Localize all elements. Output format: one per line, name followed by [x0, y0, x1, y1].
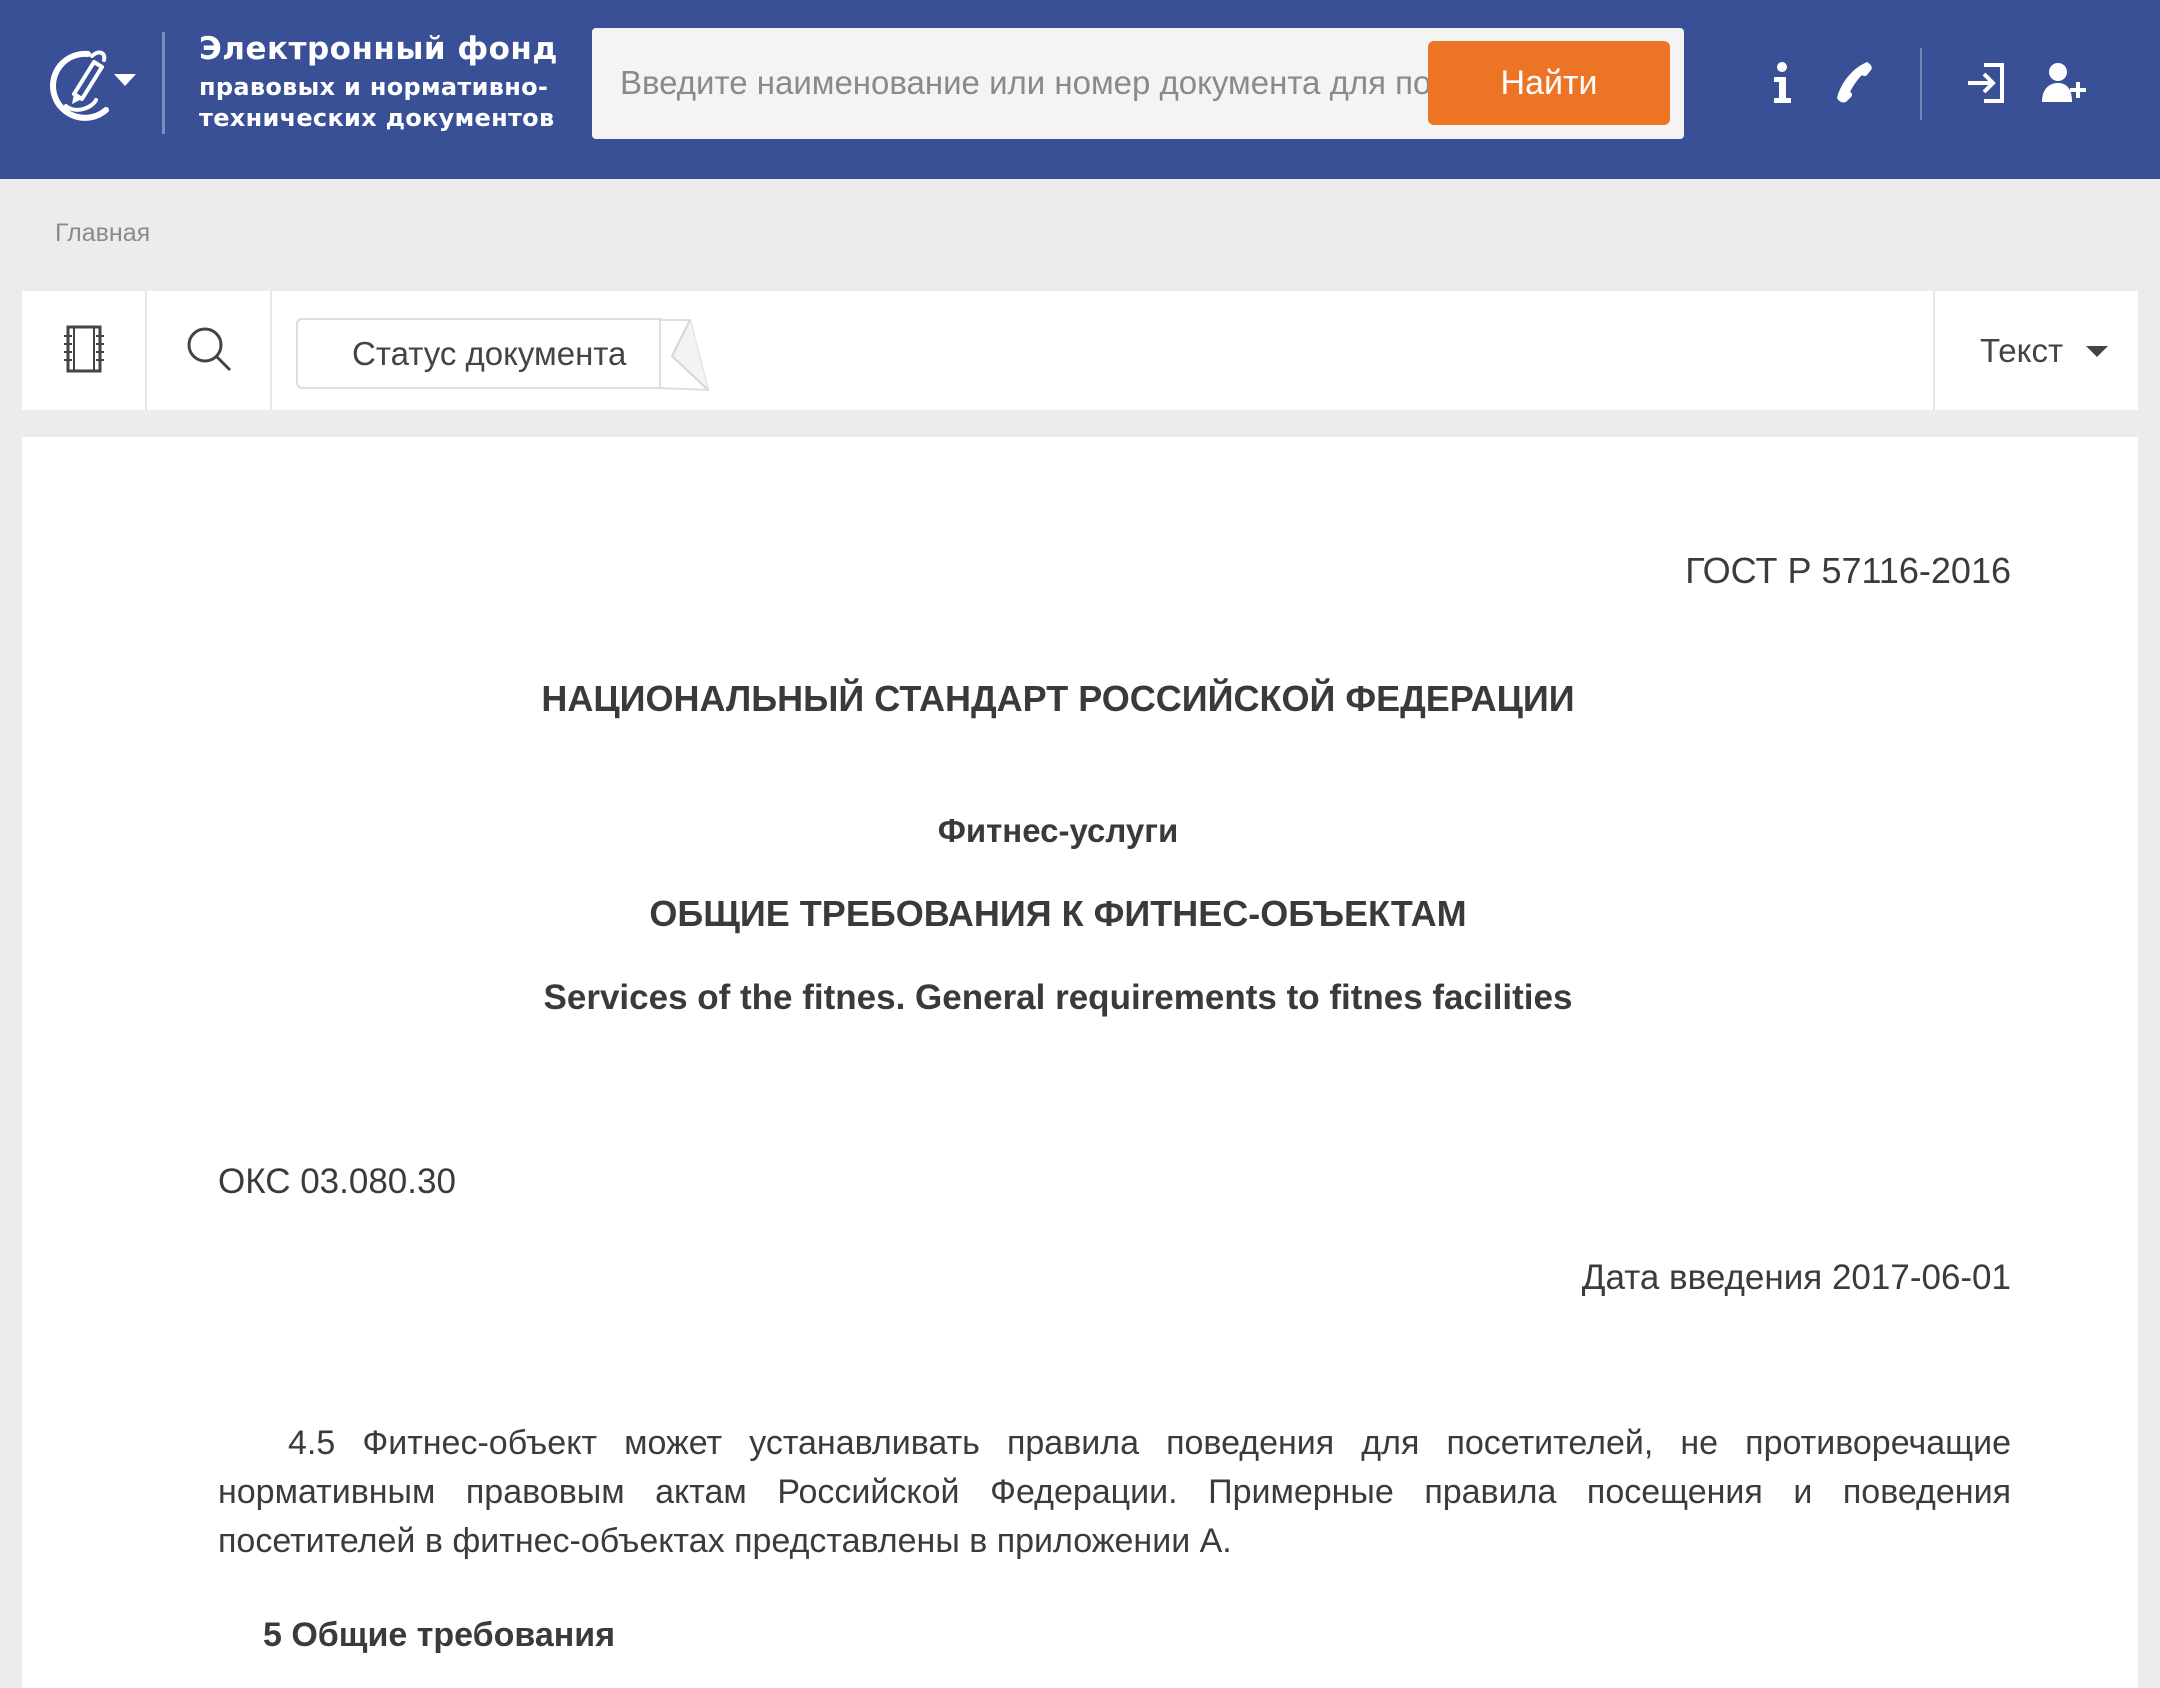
- contents-book-icon: [61, 324, 107, 374]
- site-brand[interactable]: [199, 26, 558, 134]
- chevron-down-icon: [2086, 346, 2108, 357]
- header-separator: [1920, 48, 1922, 120]
- oks-code: ОКС 03.080.30: [218, 1162, 456, 1201]
- status-document-label: Статус документа: [352, 335, 627, 372]
- brand-line-3: технических документов: [199, 104, 555, 132]
- phone-button[interactable]: [1831, 58, 1881, 108]
- brand-line-1: Электронный фонд: [199, 31, 558, 67]
- register-button[interactable]: [2038, 58, 2088, 108]
- view-mode-label: Текст: [1980, 332, 2064, 369]
- section-5-heading: 5 Общие требования: [263, 1616, 616, 1654]
- document-toolbar: [22, 291, 2138, 410]
- page-curl-icon: [658, 316, 714, 396]
- info-button[interactable]: [1757, 58, 1807, 108]
- document-body: [22, 437, 2138, 1688]
- top-header: [0, 0, 2160, 179]
- contents-button[interactable]: [22, 291, 145, 410]
- gost-code: ГОСТ Р 57116-2016: [1685, 550, 2011, 591]
- paragraph-4-5: 4.5 Фитнес-объект может устанавливать правила поведения для посетителей, не противоречащие нормативным правовым актам Российской Федерации. Примерные правила посещения и поведения посетителей в фитнес-объектах представлены в приложении А.: [218, 1424, 2011, 1560]
- document-title: Фитнес-услуги: [937, 812, 1179, 849]
- english-title: Services of the fitnes. General requirements to fitnes facilities: [543, 978, 1573, 1017]
- status-document-tab[interactable]: [296, 318, 662, 389]
- document-subtitle: ОБЩИЕ ТРЕБОВАНИЯ К ФИТНЕС-ОБЪЕКТАМ: [649, 893, 1467, 934]
- find-button[interactable]: Найти: [1428, 41, 1670, 125]
- search-icon: [185, 325, 233, 373]
- introduction-date: Дата введения 2017-06-01: [1581, 1258, 2011, 1297]
- national-standard-heading: НАЦИОНАЛЬНЫЙ СТАНДАРТ РОССИЙСКОЙ ФЕДЕРАЦИИ: [541, 678, 1575, 719]
- search-in-document-button[interactable]: [147, 291, 270, 410]
- view-mode-select[interactable]: [1935, 291, 2138, 410]
- add-user-icon: [2038, 58, 2088, 108]
- phone-icon: [1831, 58, 1881, 108]
- logo-divider: [162, 32, 165, 134]
- logo-menu[interactable]: [36, 36, 140, 136]
- login-button[interactable]: [1962, 58, 2012, 108]
- toolbar-divider: [270, 291, 272, 410]
- info-icon: [1757, 58, 1807, 108]
- login-icon: [1962, 58, 2012, 108]
- brand-line-2: правовых и нормативно-: [199, 73, 549, 101]
- chevron-down-icon: [114, 74, 136, 88]
- breadcrumb-home[interactable]: Главная: [55, 219, 151, 247]
